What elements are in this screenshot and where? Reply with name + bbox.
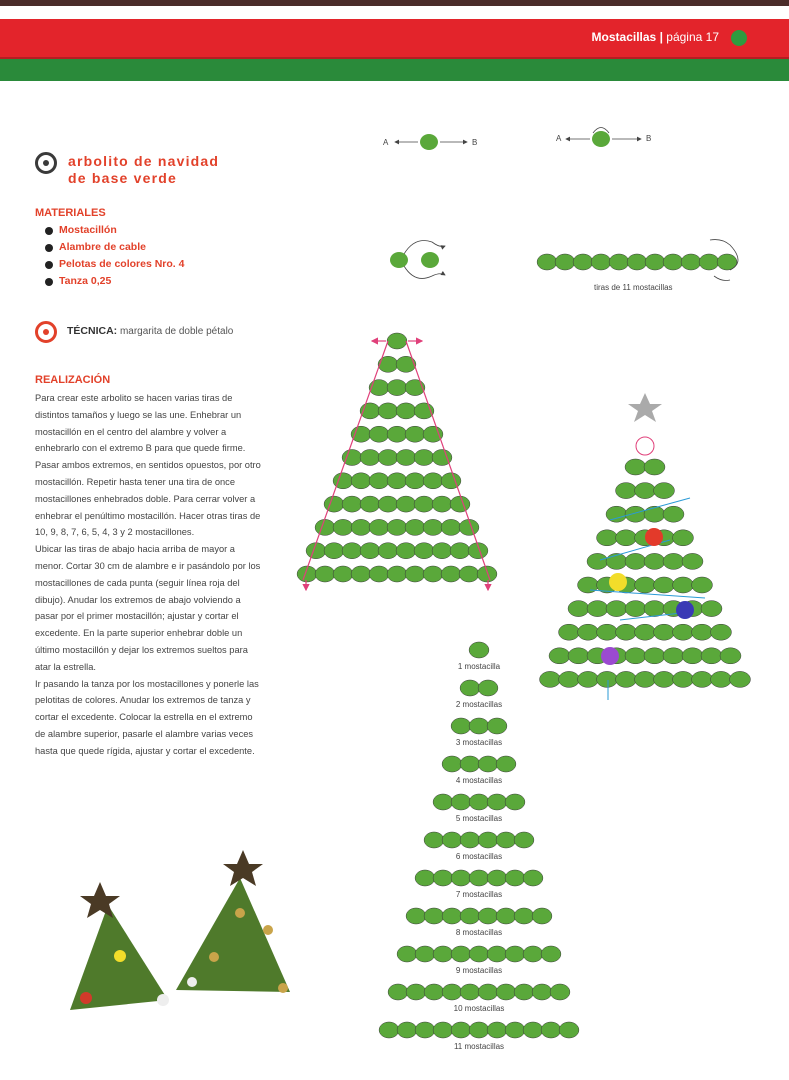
row-bead: [523, 1022, 543, 1038]
tree-bead: [559, 671, 580, 687]
tree-bead: [625, 553, 646, 569]
row-bead: [487, 794, 507, 810]
row-bead: [514, 832, 534, 848]
tree-bead: [396, 356, 416, 372]
tree-bead: [663, 553, 684, 569]
row-bead: [415, 946, 435, 962]
materials-heading: MATERIALES: [35, 207, 106, 219]
tree-bead: [654, 624, 675, 640]
row-bead: [460, 984, 480, 1000]
tree-bead: [414, 496, 434, 512]
row-bead: [523, 870, 543, 886]
row-bead: [406, 908, 426, 924]
section-name: Mostacillas: [591, 30, 657, 44]
tree-bead: [711, 671, 732, 687]
star-icon: [223, 850, 263, 886]
row-bead: [487, 718, 507, 734]
row-bead: [397, 1022, 417, 1038]
row-bead: [433, 1022, 453, 1038]
tree-bead: [644, 601, 665, 617]
tree-bead: [432, 496, 452, 512]
tree-bead: [369, 566, 389, 582]
strip-bead: [699, 254, 719, 270]
header-separator: |: [659, 30, 663, 44]
tree-bead: [378, 403, 398, 419]
realization-paragraph: Ir pasando la tanza por los mostacillones y ponerle las pelotitas de colores. Anudar los extremos de tanza y cortar el excedente. Colocar la estrella en el extremo de alambre superior, pasarle el alambre varias veces hasta que quede rígida, ajustar y cortar el excedente.: [35, 678, 259, 756]
tree-bead: [701, 601, 722, 617]
strip-bead: [537, 254, 557, 270]
strip-bead: [681, 254, 701, 270]
tree-bead: [616, 483, 637, 499]
row-bead: [451, 794, 471, 810]
ball-ornament: [609, 573, 627, 591]
tree-bead: [342, 496, 362, 512]
strip-bead: [555, 254, 575, 270]
tree-bead: [644, 553, 665, 569]
tree-bead: [625, 601, 646, 617]
tree-bead: [360, 543, 380, 559]
tree-bead: [568, 601, 589, 617]
tree-bead: [635, 624, 656, 640]
tree-bead: [423, 566, 443, 582]
row-label: 7 mostacillas: [455, 890, 503, 899]
end-a-label: A: [383, 138, 389, 147]
title-line-1: arbolito de navidad: [68, 153, 220, 169]
technique-label: TÉCNICA:: [67, 325, 118, 337]
tree-bead: [351, 473, 371, 489]
tree-bead: [625, 648, 646, 664]
row-bead: [505, 946, 525, 962]
tree-bead: [369, 473, 389, 489]
tree-bead: [387, 426, 407, 442]
row-bead: [478, 680, 498, 696]
row-label: 9 mostacillas: [455, 966, 503, 975]
tree-bead: [414, 450, 434, 466]
row-bead: [514, 908, 534, 924]
tree-bead: [692, 577, 713, 593]
row-bead: [514, 984, 534, 1000]
tree-bead: [441, 566, 461, 582]
strip-11-diagram: [537, 240, 738, 281]
row-bead: [541, 1022, 561, 1038]
tree-bead: [663, 506, 684, 522]
tree-bead: [387, 333, 407, 349]
row-bead: [487, 946, 507, 962]
row-label: 2 mostacillas: [455, 700, 503, 709]
tree-bead: [369, 519, 389, 535]
strip-bead: [627, 254, 647, 270]
row-bead: [496, 984, 516, 1000]
tree-bead: [387, 519, 407, 535]
row-label: 1 mostacilla: [457, 662, 501, 671]
tree-bead: [597, 671, 618, 687]
tree-bead: [654, 671, 675, 687]
row-bead: [487, 1022, 507, 1038]
material-item: Alambre de cable: [45, 239, 184, 256]
row-bead: [397, 946, 417, 962]
row-bead: [469, 946, 489, 962]
tree-bead: [315, 519, 335, 535]
row-label: 6 mostacillas: [455, 852, 503, 861]
row-label: 10 mostacillas: [453, 1004, 505, 1013]
row-bead: [505, 794, 525, 810]
row-bead: [388, 984, 408, 1000]
row-bead: [469, 642, 489, 658]
row-label: 11 mostacillas: [453, 1042, 505, 1051]
row-bead: [442, 832, 462, 848]
material-item: Pelotas de colores Nro. 4: [45, 256, 184, 273]
row-bead: [433, 794, 453, 810]
tree-bead: [644, 648, 665, 664]
tree-bead: [315, 566, 335, 582]
row-bead: [442, 756, 462, 772]
tree-bead: [378, 496, 398, 512]
tree-bead: [625, 459, 646, 475]
tree-bead: [333, 566, 353, 582]
tree-bead: [635, 671, 656, 687]
row-bead: [460, 832, 480, 848]
step-1-diagram: [383, 134, 477, 150]
assembled-tree-diagram: [297, 333, 497, 590]
strip-bead: [591, 254, 611, 270]
tree-bead: [396, 450, 416, 466]
strip-bead: [645, 254, 665, 270]
tree-bead: [387, 473, 407, 489]
strip-bead: [663, 254, 683, 270]
row-bead: [523, 946, 543, 962]
page-number: página 17: [666, 30, 719, 44]
tree-bead: [711, 624, 732, 640]
row-bead: [559, 1022, 579, 1038]
tree-bead: [578, 624, 599, 640]
row-bead: [460, 680, 480, 696]
tree-bead: [423, 426, 443, 442]
tree-bead: [324, 543, 344, 559]
tree-bead: [549, 648, 570, 664]
tree-bead: [673, 671, 694, 687]
tree-bead: [673, 577, 694, 593]
tree-bead: [459, 566, 479, 582]
tree-bead: [568, 648, 589, 664]
row-bead: [460, 756, 480, 772]
tree-bead: [387, 566, 407, 582]
row-label: 8 mostacillas: [455, 928, 503, 937]
tree-bead: [423, 473, 443, 489]
tree-bead: [673, 530, 694, 546]
row-bead: [496, 756, 516, 772]
tree-bead: [378, 543, 398, 559]
row-bead: [451, 870, 471, 886]
row-bead: [451, 718, 471, 734]
technique-value: margarita de doble pétalo: [119, 326, 234, 337]
tree-bead: [635, 483, 656, 499]
row-label: 5 mostacillas: [455, 814, 503, 823]
tree-bead: [333, 519, 353, 535]
row-bead: [451, 946, 471, 962]
tree-bead: [450, 496, 470, 512]
row-bead: [469, 1022, 489, 1038]
row-bead: [451, 1022, 471, 1038]
tree-bead: [616, 530, 637, 546]
realization-paragraph: Ubicar las tiras de abajo hacia arriba de mayor a menor. Cortar 30 cm de alambre e ir pasándolo por los mostacillones de cada punta (seguir línea roja del dibujo). Anudar los extremos de abajo volviendo a pasar por el primer mostacillón; ajustar y cortar el excedente. En la parte superior enhebrar doble un último mostacillón y dejar los extremos sueltos para atar la estrella.: [35, 544, 261, 672]
row-bead: [469, 870, 489, 886]
tree-bead: [625, 506, 646, 522]
row-bead: [415, 870, 435, 886]
ball-ornament: [601, 647, 619, 665]
tree-bead: [587, 601, 608, 617]
tree-bead: [396, 543, 416, 559]
row-label: 3 mostacillas: [455, 738, 503, 747]
tree-bead: [682, 648, 703, 664]
tree-bead: [432, 543, 452, 559]
tree-bead: [405, 519, 425, 535]
strip-bead: [609, 254, 629, 270]
row-bead: [469, 794, 489, 810]
tree-bead: [616, 671, 637, 687]
end-b-label: B: [472, 138, 478, 147]
row-bead: [496, 908, 516, 924]
tree-bead: [450, 543, 470, 559]
strip-bead: [573, 254, 593, 270]
row-bead: [433, 870, 453, 886]
tree-bead: [360, 496, 380, 512]
row-bead: [469, 718, 489, 734]
row-bead: [478, 908, 498, 924]
material-item: Mostacillón: [45, 222, 184, 239]
row-bead: [478, 832, 498, 848]
row-bead: [532, 984, 552, 1000]
row-bead: [424, 832, 444, 848]
row-bead: [505, 870, 525, 886]
tree-bead: [654, 483, 675, 499]
tree-bead: [351, 566, 371, 582]
tree-bead: [324, 496, 344, 512]
material-item: Tanza 0,25: [45, 273, 184, 290]
tree-bead: [342, 543, 362, 559]
tree-bead: [396, 403, 416, 419]
row-bead: [424, 984, 444, 1000]
step-2-diagram: [556, 128, 651, 148]
row-bead: [487, 870, 507, 886]
tree-bead: [441, 519, 461, 535]
tree-bead: [405, 566, 425, 582]
row-bead: [424, 908, 444, 924]
tree-bead: [351, 426, 371, 442]
row-bead: [442, 984, 462, 1000]
row-bead: [496, 832, 516, 848]
tree-bead: [606, 601, 627, 617]
tree-bead: [654, 577, 675, 593]
row-bead: [541, 946, 561, 962]
realization-paragraph: Para crear este arbolito se hacen varias tiras de distintos tamaños y luego se las une. Enhebrar un mostacillón en el centro del alambre y volver a enhebrarlo con el extremo B para que quede firme. Pasar ambos extremos, en sentidos opuestos, por otro mostacillón. Repetir hasta tener una tira de once mostacillones enhebrados doble. Para cerrar volver a enhebrar el penúltimo mostacillón. Hacer otras tiras de 10, 9, 8, 7, 6, 5, 4, 3 y 2 mostacillones.: [35, 393, 261, 538]
row-bead: [442, 908, 462, 924]
row-bead: [433, 946, 453, 962]
row-bead: [505, 1022, 525, 1038]
tree-bead: [378, 450, 398, 466]
tree-bead: [396, 496, 416, 512]
tree-bead: [720, 648, 741, 664]
row-bead: [478, 756, 498, 772]
decorated-tree-diagram: [540, 393, 751, 700]
tree-bead: [477, 566, 497, 582]
end-a-label: A: [556, 134, 562, 143]
ball-ornament: [645, 528, 663, 546]
tree-bead: [644, 506, 665, 522]
tree-bead: [587, 553, 608, 569]
star-icon: [80, 882, 120, 918]
tree-bead: [369, 426, 389, 442]
tree-bead: [405, 426, 425, 442]
row-label: 4 mostacillas: [455, 776, 503, 785]
rows-breakdown-diagram: [379, 642, 579, 1051]
end-b-label: B: [646, 134, 652, 143]
realization-heading: REALIZACIÓN: [35, 374, 111, 386]
tree-bead: [597, 530, 618, 546]
tree-bead: [387, 380, 407, 396]
tree-bead: [423, 519, 443, 535]
star-icon: [628, 393, 662, 422]
finished-trees-photo: [70, 850, 290, 1010]
ball-ornament: [676, 601, 694, 619]
tree-bead: [405, 473, 425, 489]
row-bead: [550, 984, 570, 1000]
tree-bead: [682, 553, 703, 569]
tree-bead: [701, 648, 722, 664]
tree-bead: [606, 506, 627, 522]
tree-bead: [730, 671, 751, 687]
row-bead: [478, 984, 498, 1000]
tree-bead: [663, 648, 684, 664]
tree-bead: [414, 543, 434, 559]
tree-bead: [692, 671, 713, 687]
row-bead: [415, 1022, 435, 1038]
row-bead: [406, 984, 426, 1000]
title-line-2: de base verde: [68, 170, 177, 186]
tree-bead: [635, 577, 656, 593]
row-bead: [532, 908, 552, 924]
tree-bead: [559, 624, 580, 640]
tree-bead: [360, 450, 380, 466]
tree-bead: [369, 380, 389, 396]
tree-bead: [441, 473, 461, 489]
row-bead: [379, 1022, 399, 1038]
row-bead: [460, 908, 480, 924]
tree-bead: [644, 459, 665, 475]
step-3-diagram: [390, 241, 445, 279]
tree-bead: [540, 671, 561, 687]
strip-caption: tiras de 11 mostacillas: [594, 283, 673, 292]
tree-bead: [351, 519, 371, 535]
tree-bead: [692, 624, 713, 640]
tree-bead: [597, 624, 618, 640]
tree-bead: [578, 671, 599, 687]
tree-bead: [616, 624, 637, 640]
tree-bead: [673, 624, 694, 640]
